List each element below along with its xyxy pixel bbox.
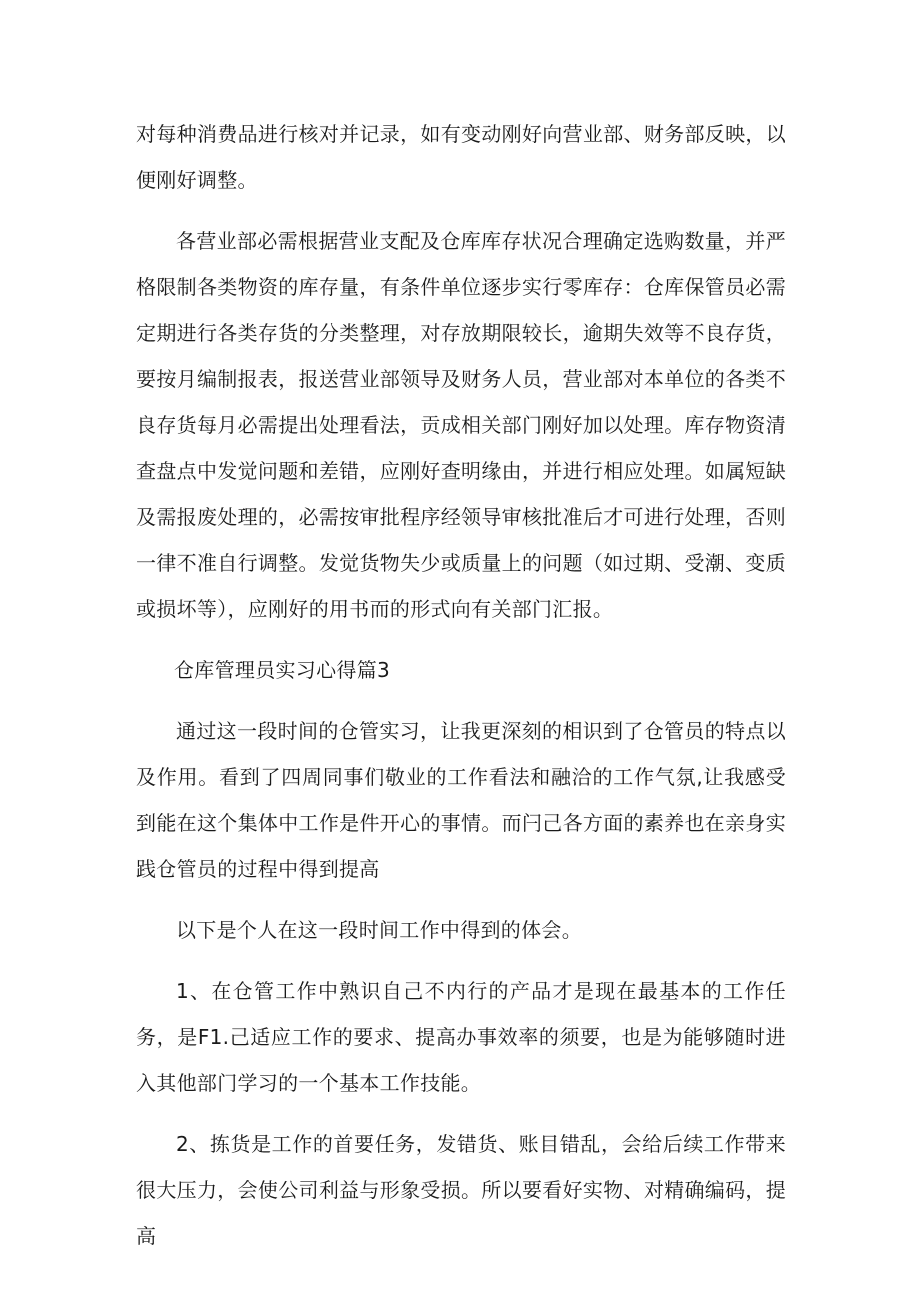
section-heading: 仓库管理员实习心得篇3 [174, 658, 391, 682]
paragraph-experience-lead: 以下是个人在这一段时间工作中得到的体会。 [176, 918, 582, 942]
paragraph-inventory-rules: 各营业部必需根据营业支配及仓库库存状况合理确定选购数量，并严格限制各类物资的库存量，有条件单位逐步实行零库存：仓库保管员必需定期进行各类存货的分类整理，对存放期限较长，逾期失效等不良存货，要按月编制报表，报送营业部领导及财务人员，营业部对本单位的各类不良存货每月必需提出处理看法，贡成相关部门刚好加以处理。库存物资清查盘点中发觉问题和差错，应刚好查明缘由，并进行相应处理。如属短缺及需报废处理的，必需按审批程序经领导审核批准后才可进行处理，否则一律不准自行调整。发觉货物失少或质量上的问题（如过期、受潮、变质或损坏等），应刚好的用书而的形式向有关部门汇报。 [136, 229, 786, 621]
paragraph-continuation: 对每种消费品进行核对并记录，如有变动刚好向营业部、财务部反映，以便刚好调整。 [136, 122, 786, 192]
paragraph-point-2: 2、拣货是工作的首要任务，发错货、账目错乱，会给后续工作带来很大压力，会使公司利益与形象受损。所以要看好实物、对精确编码，提高 [136, 1132, 786, 1248]
paragraph-intro: 通过这一段时间的仓管实习，让我更深刻的相识到了仓管员的特点以及作用。看到了四周同事们敬业的工作看法和融洽的工作气氛,让我感受到能在这个集体中工作是件开心的事情。而闩己各方面的素养也在亲身实践仓管员的过程中得到提高 [136, 719, 786, 881]
document-body [136, 111, 786, 1274]
paragraph-point-1: 1、在仓管工作中熟识自己不内行的产品才是现在最基本的工作任务，是F1.己适应工作的要求、提高办事效率的须要，也是为能够随时进入其他部门学习的一个基本工作技能。 [136, 979, 786, 1095]
